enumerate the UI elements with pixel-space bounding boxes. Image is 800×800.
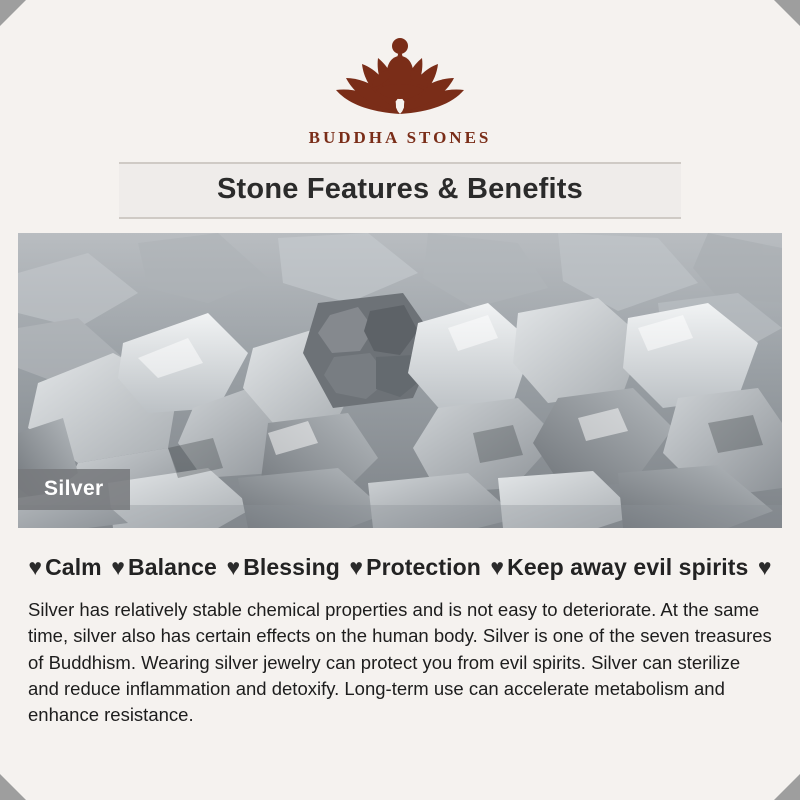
heart-icon-5: ♥ [490, 554, 505, 580]
title-banner [119, 162, 681, 219]
page-title: Stone Features & Benefits [217, 173, 583, 205]
heart-icon-6: ♥ [757, 554, 772, 580]
benefit-item-keep-away-evil-spirits: Keep away evil spirits [507, 554, 749, 580]
silver-ore-rocks-photo [18, 233, 782, 528]
brand-logo [0, 0, 800, 148]
heart-icon-4: ♥ [349, 554, 364, 580]
benefit-item-calm: Calm [45, 554, 102, 580]
corner-decor-top-left [0, 0, 26, 26]
heart-icon-2: ♥ [111, 554, 126, 580]
hero-stone-label: Silver [18, 469, 130, 510]
heart-icon-3: ♥ [226, 554, 241, 580]
hero-image [18, 233, 782, 528]
corner-decor-bottom-right [774, 774, 800, 800]
benefit-item-blessing: Blessing [243, 554, 340, 580]
benefits-line [20, 554, 780, 581]
corner-decor-top-right [774, 0, 800, 26]
brand-name: BUDDHA STONES [308, 128, 492, 147]
benefit-item-balance: Balance [128, 554, 217, 580]
heart-icon-1: ♥ [28, 554, 43, 580]
benefit-item-protection: Protection [366, 554, 481, 580]
lotus-buddha-icon [310, 26, 490, 122]
description-text: Silver has relatively stable chemical properties and is not easy to deteriorate. At the same time, silver also has certain effects on the human body. Silver is one of the seven treasures of Buddhism. Wearing silver jewelry can protect you from evil spirits. Silver can sterilize and reduce inflammation and detoxify. Long-term use can accelerate metabolism and enhance resistance. [28, 599, 772, 726]
corner-decor-bottom-left [0, 774, 26, 800]
title-banner-wrap [0, 162, 800, 219]
